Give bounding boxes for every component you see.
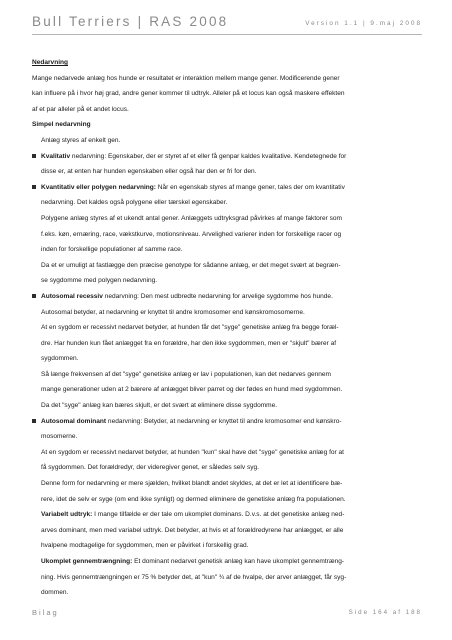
bullet-icon (32, 185, 36, 189)
header-divider (32, 34, 422, 35)
simple-inheritance-heading: Simpel nedarvning (32, 121, 91, 129)
version-label: Version 1.1 | 9.maj 2008 (305, 20, 422, 27)
bullet-autosomal-recessive: Autosomal recessiv nedarvning: Den mest udbredte nedarvning for arvelige sygdomme hos hunde. Autosomal betyder, at nedarvning er knyttet til andre kromosomer end kønskromosomerne. At en sygdom er recessivt nedarvet betyder, at hunden får det "syge" genetiske anlæg fra begge foræl- dre. Har hunden kun fået anlægget fra en forældre, har den ikke sygdommen, men er "skjult" bærer af sygdommen. Så længe frekvensen af det "syge" genetiske anlæg er lav i populationen, kan det nedarves gennem mange generationer uden at 2 bærere af anlægget bliver parret og der fødes en hund med sygdommen. Da det "syge" anlæg kan bæres skjult, er det svært at eliminere disse sygdomme. (32, 289, 422, 414)
document-body (32, 55, 422, 601)
footer-section-label: Bilag (32, 608, 59, 617)
simple-inheritance-text: Anlæg styres af enkelt gen. (41, 136, 121, 144)
bullet-qualitative: Kvalitativ nedarvning: Egenskaber, der er styret af et eller få genpar kaldes kvalitative. Kendetegnede for disse er, at enten har hunden egenskaben eller også har den er fri for den. (32, 149, 422, 180)
page-number: Side 164 af 188 (348, 609, 422, 616)
document-title: Bull Terriers | RAS 2008 (32, 14, 229, 29)
page-header (32, 14, 422, 29)
intro-paragraph: Mange nedarvede anlæg hos hunde er resultatet er interaktion mellem mange gener. Modificerende gener kan influere på i hvor høj grad, andre gener kommer til udtryk. Alleler på et locus kan også maskere effekten af et par alleler på et andet locus. (32, 74, 345, 113)
bullet-icon (32, 419, 36, 423)
section-title: Nedarvning (32, 59, 69, 66)
bullet-icon (32, 154, 36, 158)
bullet-icon (32, 294, 36, 298)
page-footer (32, 608, 422, 617)
bullet-autosomal-dominant: Autosomal dominant nedarvning: Betyder, at nedarvning er knyttet til andre kromosomer end kønskro- mosomerne. At en sygdom er recessivt nedarvet betyder, at hunden "kun" skal have det "syge" genetiske anlæg for at få sygdommen. Det forældredyr, der videregiver genet, er således selv syg. Denne form for nedarvning er mere sjælden, hvilket blandt andet skyldes, at det er let at identificere bæ- rere, idet de selv er syge (om end ikke synligt) og dermed eliminere de genetiske anlæg fra populationen. Variabelt udtryk: I mange tilfælde er der tale om ukomplet dominans. D.v.s. at det genetiske anlæg ned- arves dominant, men med variabel udtryk. Det betyder, at hvis et af forældredyrene har anlægget, er alle hvalpene modtagelige for sygdommen, men er påvirket i forskellig grad. Ukomplet gennemtrængning: Et dominant nedarvet genetisk anlæg kan have ukomplet gennemtræng- ning. Hvis gennemtrængningen er 75 % betyder det, at "kun" ¾ af de hvalpe, der arver anlægget, får syg- dommen. (32, 414, 422, 601)
bullet-quantitative: Kvantitativ eller polygen nedarvning: Når en egenskab styres af mange gener, tales der om kvantitativ nedarvning. Det kaldes også polygene eller tærskel egenskaber. Polygene anlæg styres af et ukendt antal gener. Anlæggets udtryksgrad påvirkes af mange faktorer som f.eks. køn, ernæring, race, vækstkurve, motionsniveau. Arvelighed varierer inden for forskellige racer og inden for forskellige populationer af samme race. Da et er umuligt at fastlægge den præcise genotype for sådanne anlæg, er det meget svært at begræn- se sygdomme med polygen nedarvning. (32, 180, 422, 289)
